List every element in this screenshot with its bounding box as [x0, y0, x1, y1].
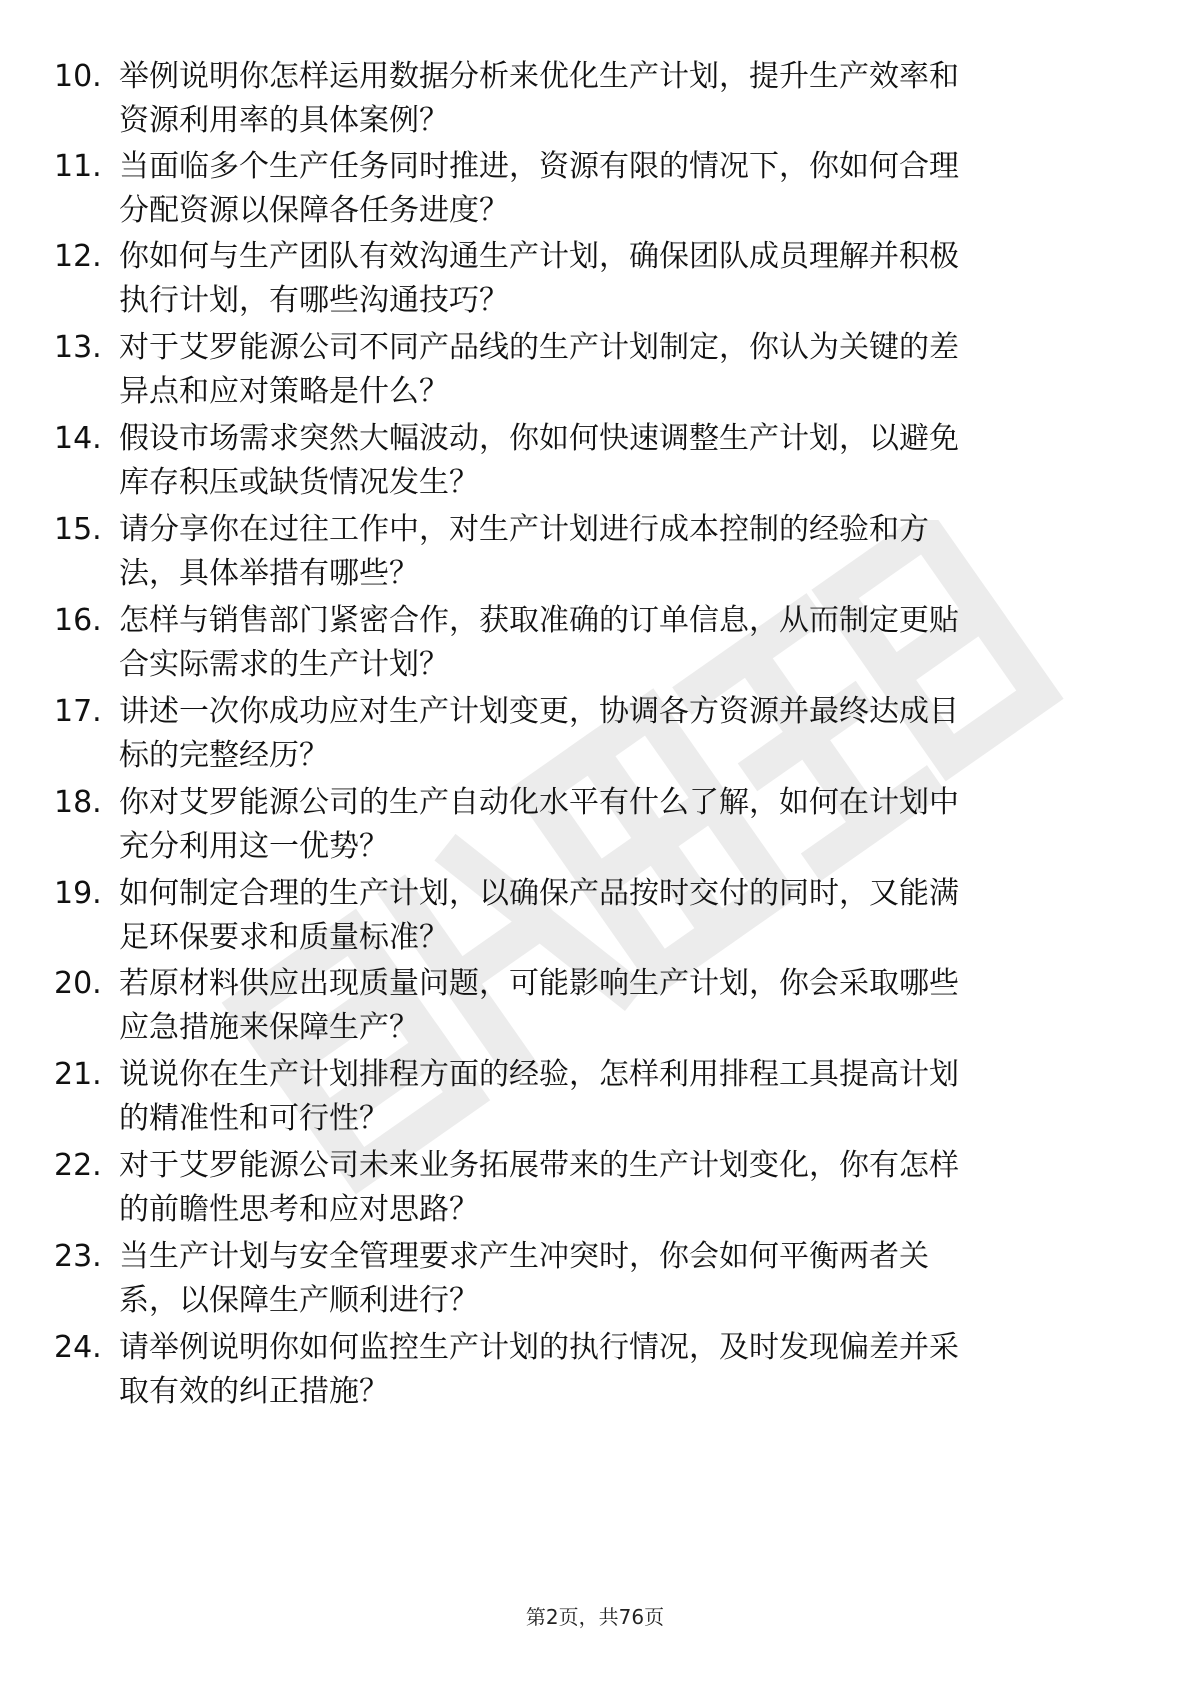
question-number: 12.: [54, 239, 102, 274]
question-line: 库存积压或缺货情况发生？: [119, 465, 479, 500]
question-text: [119, 326, 1054, 414]
question-text: [119, 1144, 1054, 1232]
question-number: 21.: [54, 1057, 102, 1092]
question-line: 应急措施来保障生产？: [119, 1010, 419, 1045]
question-item: [0, 1053, 1190, 1149]
question-line: 对于艾罗能源公司未来业务拓展带来的生产计划变化，你有怎样: [119, 1148, 959, 1183]
question-line: 你如何与生产团队有效沟通生产计划，确保团队成员理解并积极: [119, 239, 959, 274]
question-item: [0, 599, 1190, 695]
question-line: 标的完整经历？: [119, 738, 329, 773]
question-text: [119, 145, 1054, 233]
question-text: [119, 1053, 1054, 1141]
question-number: 10.: [54, 59, 102, 94]
question-item: [0, 145, 1190, 241]
question-line: 的精准性和可行性？: [119, 1101, 389, 1136]
question-line: 若原材料供应出现质量问题，可能影响生产计划，你会采取哪些: [119, 966, 959, 1001]
question-line: 足环保要求和质量标准？: [119, 920, 449, 955]
question-number: 11.: [54, 149, 102, 184]
question-line: 你对艾罗能源公司的生产自动化水平有什么了解，如何在计划中: [119, 785, 959, 820]
question-line: 法，具体举措有哪些？: [119, 556, 419, 591]
question-line: 合实际需求的生产计划？: [119, 647, 449, 682]
question-number: 16.: [54, 603, 102, 638]
question-item: [0, 235, 1190, 331]
question-item: [0, 326, 1190, 422]
question-line: 请举例说明你如何监控生产计划的执行情况，及时发现偏差并采: [119, 1330, 959, 1365]
question-text: [119, 55, 1054, 143]
question-line: 如何制定合理的生产计划，以确保产品按时交付的同时，又能满: [119, 876, 959, 911]
question-number: 24.: [54, 1330, 102, 1365]
page-footer: [0, 1602, 1190, 1632]
question-text: [119, 508, 1054, 596]
question-text: [119, 1326, 1054, 1414]
question-line: 系，以保障生产顺利进行？: [119, 1283, 479, 1318]
question-text: [119, 1235, 1054, 1323]
question-line: 的前瞻性思考和应对思路？: [119, 1192, 479, 1227]
question-text: [119, 872, 1054, 960]
question-number: 14.: [54, 421, 102, 456]
question-line: 举例说明你怎样运用数据分析来优化生产计划，提升生产效率和: [119, 59, 959, 94]
question-line: 充分利用这一优势？: [119, 829, 389, 864]
question-item: [0, 1144, 1190, 1240]
question-line: 执行计划，有哪些沟通技巧？: [119, 283, 509, 318]
question-text: [119, 417, 1054, 505]
question-number: 20.: [54, 966, 102, 1001]
question-line: 讲述一次你成功应对生产计划变更，协调各方资源并最终达成目: [119, 694, 959, 729]
question-item: [0, 872, 1190, 968]
question-number: 19.: [54, 876, 102, 911]
question-number: 15.: [54, 512, 102, 547]
question-number: 22.: [54, 1148, 102, 1183]
question-line: 假设市场需求突然大幅波动，你如何快速调整生产计划，以避免: [119, 421, 959, 456]
question-item: [0, 690, 1190, 786]
question-text: [119, 235, 1054, 323]
question-line: 怎样与销售部门紧密合作，获取准确的订单信息，从而制定更贴: [119, 603, 959, 638]
question-item: [0, 781, 1190, 877]
question-item: [0, 1235, 1190, 1331]
question-item: [0, 962, 1190, 1058]
question-text: [119, 781, 1054, 869]
question-line: 当面临多个生产任务同时推进，资源有限的情况下，你如何合理: [119, 149, 959, 184]
question-item: [0, 55, 1190, 151]
question-item: [0, 1326, 1190, 1422]
question-number: 18.: [54, 785, 102, 820]
page-number-label: 第2页，共76页: [525, 1605, 665, 1629]
question-text: [119, 599, 1054, 687]
question-item: [0, 417, 1190, 513]
question-line: 请分享你在过往工作中，对生产计划进行成本控制的经验和方: [119, 512, 929, 547]
question-line: 取有效的纠正措施？: [119, 1374, 389, 1409]
question-number: 23.: [54, 1239, 102, 1274]
question-line: 分配资源以保障各任务进度？: [119, 193, 509, 228]
question-line: 资源利用率的具体案例？: [119, 103, 449, 138]
question-line: 异点和应对策略是什么？: [119, 374, 449, 409]
question-line: 对于艾罗能源公司不同产品线的生产计划制定，你认为关键的差: [119, 330, 959, 365]
question-item: [0, 508, 1190, 604]
question-line: 当生产计划与安全管理要求产生冲突时，你会如何平衡两者关: [119, 1239, 929, 1274]
question-line: 说说你在生产计划排程方面的经验，怎样利用排程工具提高计划: [119, 1057, 959, 1092]
question-number: 17.: [54, 694, 102, 729]
question-text: [119, 690, 1054, 778]
question-number: 13.: [54, 330, 102, 365]
question-text: [119, 962, 1054, 1050]
